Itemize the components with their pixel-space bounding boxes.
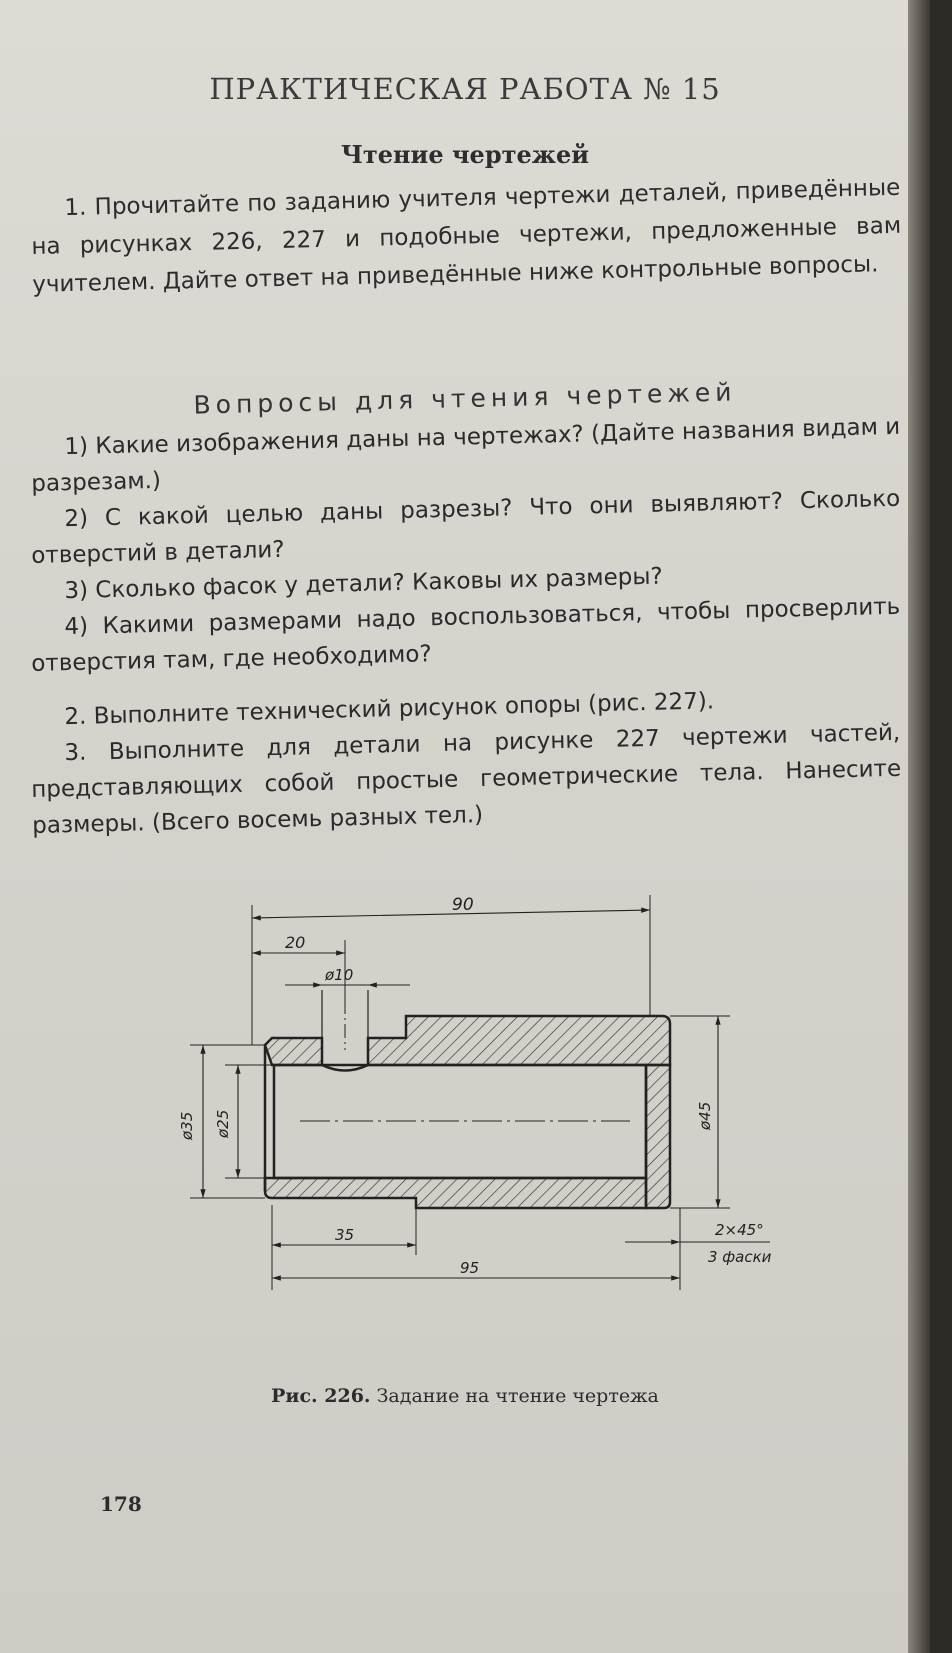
page-number: 178 xyxy=(100,1492,142,1516)
part-section xyxy=(265,990,670,1208)
question-1-text: 1) Какие изображения даны на чертежах? (Дайте названия видам и разрезам.) xyxy=(31,413,901,497)
technical-drawing xyxy=(170,880,810,1300)
questions-heading: Вопросы для чтения чертежей xyxy=(193,377,737,420)
question-3-text: 3) Сколько фасок у детали? Каковы их размеры? xyxy=(64,563,664,605)
chamfer-size: 2×45° xyxy=(715,1221,764,1239)
dimension-lines xyxy=(203,910,770,1278)
dim-20: 20 xyxy=(285,933,306,952)
dim-d35: ø35 xyxy=(178,1111,196,1140)
dim-90: 90 xyxy=(452,895,474,915)
task-1-paragraph xyxy=(30,169,903,304)
question-2-text: 2) С какой целью даны разрезы? Что они выявляют? Сколько отверстий в детали? xyxy=(31,485,901,569)
dim-d10: ø10 xyxy=(325,966,354,984)
task-1-text: 1. Прочитайте по заданию учителя чертежи деталей, приведённые на рисунках 226, 227 и подобные чертежи, предложенные вам учителем. Дайте ответ на приведённые ниже контрольные вопросы. xyxy=(31,174,902,298)
dim-d25: ø25 xyxy=(214,1109,232,1138)
task-2-text: 2. Выполните технический рисунок опоры (рис. 227). xyxy=(64,688,715,731)
task-3-paragraph xyxy=(30,715,902,844)
page-title: ПРАКТИЧЕСКАЯ РАБОТА № 15 xyxy=(209,72,721,106)
chamfer-count: 3 фаски xyxy=(708,1248,772,1266)
caption-text: Задание на чтение чертежа xyxy=(376,1385,659,1407)
dim-d45: ø45 xyxy=(696,1101,714,1130)
question-4-text: 4) Какими размерами надо воспользоваться, чтобы просверлить отверстия там, где необходимо? xyxy=(31,593,901,677)
book-spine-shadow xyxy=(908,0,930,1653)
page-subtitle: Чтение чертежей xyxy=(340,140,590,169)
figure-caption xyxy=(0,1385,930,1407)
task-3-text: 3. Выполните для детали на рисунке 227 чертежи частей, представляющих собой простые геометрические тела. Нанесите размеры. (Всего восемь разных тел.) xyxy=(31,719,902,839)
caption-label: Рис. 226. xyxy=(271,1385,371,1407)
dim-35: 35 xyxy=(335,1226,355,1244)
dim-95: 95 xyxy=(460,1259,480,1277)
